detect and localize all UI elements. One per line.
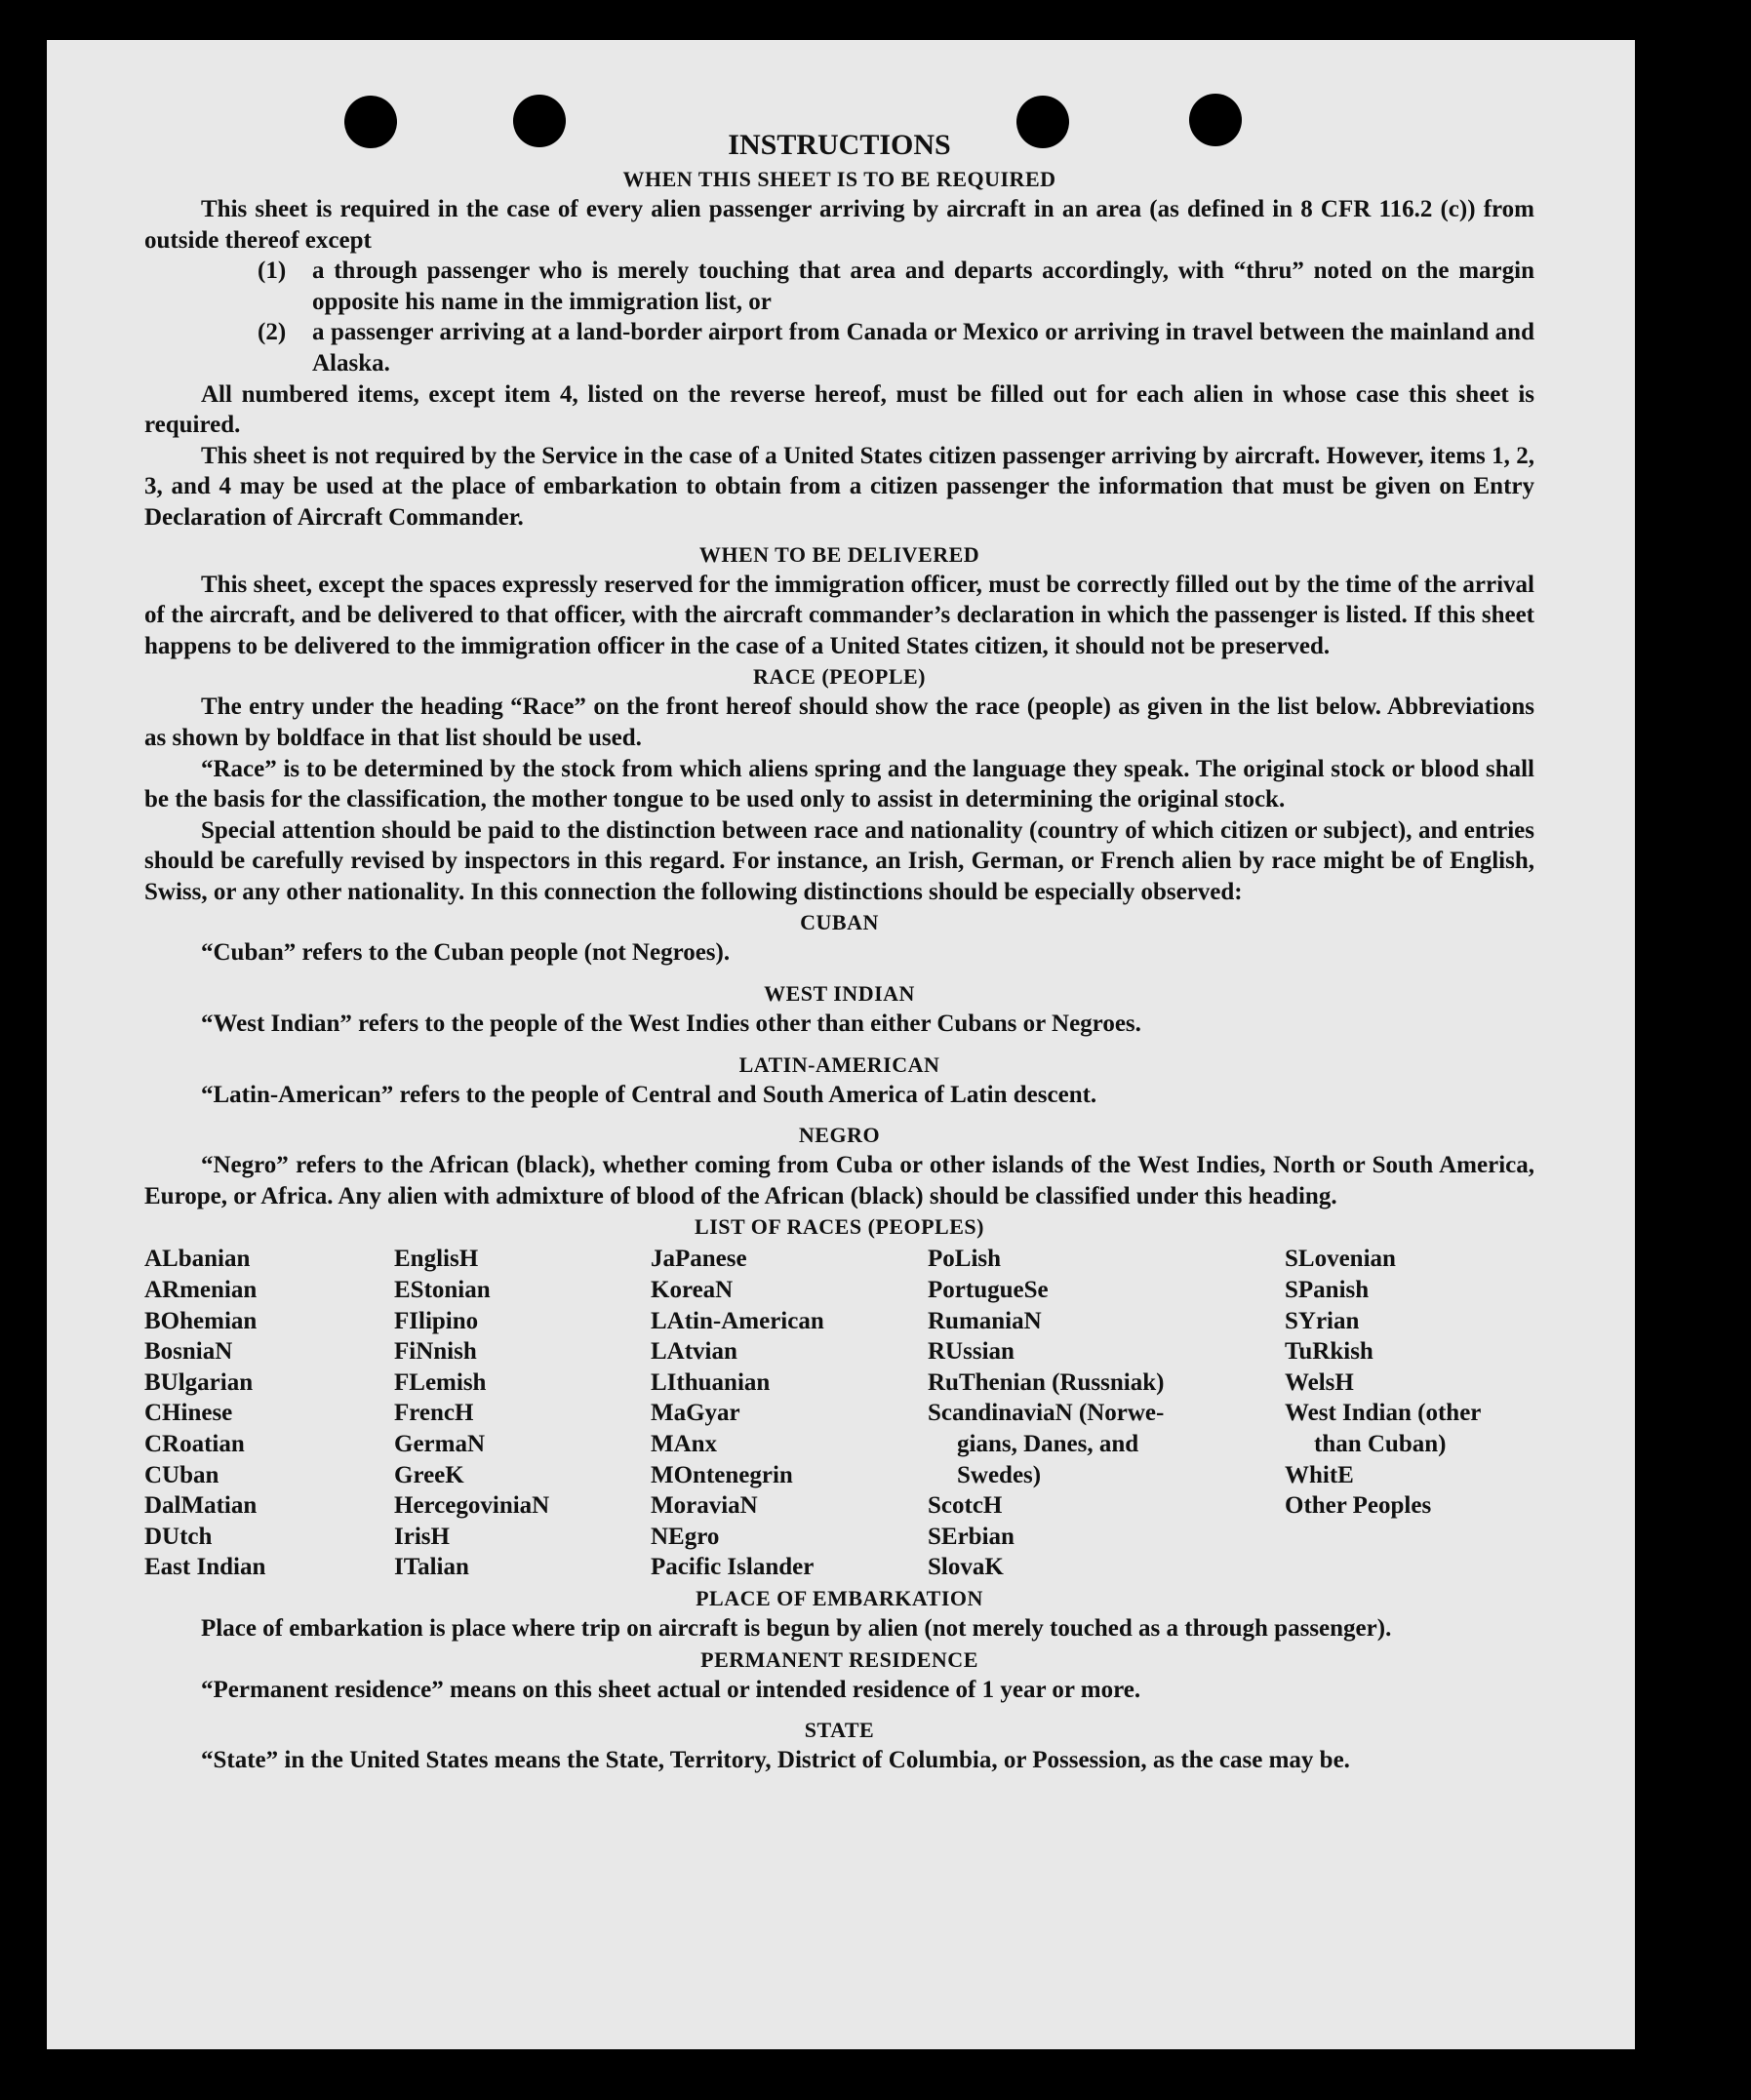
page-title: INSTRUCTIONS xyxy=(728,129,951,161)
race-item: PortugueSe xyxy=(928,1277,1049,1304)
race-item: HercegoviniaN xyxy=(394,1492,550,1520)
race-item: FLemish xyxy=(394,1368,487,1396)
paragraph: This sheet, except the spaces expressly reserved for the immigration officer, must be correctly filled out by the time of the arrival of the aircraft, and be delivered to that officer, with the aircraft commander’s declaration in which the passenger is listed. If this sheet happens to be delivered to the immigration officer in the case of a United States citizen, it should not be preserved. xyxy=(144,571,1534,659)
race-item: ITalian xyxy=(394,1554,469,1581)
paragraph: “State” in the United States means the State, Territory, District of Columbia, or Possession, as the case may be. xyxy=(201,1747,1350,1774)
race-item: ScandinaviaN (Norwe- xyxy=(928,1400,1165,1427)
race-item: DUtch xyxy=(144,1523,213,1550)
list-item xyxy=(144,317,1534,378)
section-heading: RACE (PEOPLE) xyxy=(753,664,926,690)
race-item: ScotcH xyxy=(928,1492,1003,1520)
item-number: (1) xyxy=(258,258,287,285)
race-item: EStonian xyxy=(394,1277,491,1304)
race-item: RuThenian (Russniak) xyxy=(928,1368,1165,1396)
race-item: IrisH xyxy=(394,1523,450,1550)
race-item: FIlipino xyxy=(394,1307,479,1334)
race-item: BUlgarian xyxy=(144,1368,254,1396)
race-item: MaGyar xyxy=(651,1400,740,1427)
race-item: SlovaK xyxy=(928,1554,1004,1581)
race-item: CRoatian xyxy=(144,1431,245,1457)
item-text: a through passenger who is merely touching that area and departs accordingly, with “thru” noted on the margin opposite his name in the immigration list, or xyxy=(312,258,1534,315)
race-item: RumaniaN xyxy=(928,1307,1042,1334)
section-heading: LATIN-AMERICAN xyxy=(738,1051,940,1077)
race-item: JaPanese xyxy=(651,1246,747,1273)
paragraph: All numbered items, except item 4, listed on the reverse hereof, must be filled out for each alien in whose case this sheet is required. xyxy=(144,380,1534,439)
race-item: ARmenian xyxy=(144,1277,258,1304)
race-item: Pacific Islander xyxy=(651,1554,815,1581)
section-heading: PLACE OF EMBARKATION xyxy=(696,1585,983,1610)
item-text: a passenger arriving at a land-border airport from Canada or Mexico or arriving in travel between the mainland and Alaska. xyxy=(312,319,1534,376)
instructions-body xyxy=(144,127,1534,1776)
race-item: CUban xyxy=(144,1461,219,1488)
paragraph: This sheet is not required by the Service in the case of a United States citizen passenger arriving by aircraft. However, items 1, 2, 3, and 4 may be used at the place of embarkation to obtain from a citizen passenger the information that must be given on Entry Declaration of Aircraft Commander. xyxy=(144,442,1534,531)
race-item: WhitE xyxy=(1285,1461,1354,1488)
section-heading: WHEN THIS SHEET IS TO BE REQUIRED xyxy=(622,167,1056,191)
race-item: MOntenegrin xyxy=(651,1461,793,1488)
race-item: SPanish xyxy=(1285,1277,1370,1304)
race-item: PoLish xyxy=(928,1246,1002,1273)
race-item: BosniaN xyxy=(144,1338,233,1366)
section-heading: WEST INDIAN xyxy=(764,981,915,1007)
race-item: LAtin-American xyxy=(651,1307,824,1334)
races-column xyxy=(928,1244,1285,1583)
race-item: TuRkish xyxy=(1285,1338,1373,1366)
race-item: gians, Danes, and xyxy=(957,1431,1139,1457)
race-item: FrencH xyxy=(394,1400,474,1427)
race-item: RUssian xyxy=(928,1338,1015,1366)
race-item: GreeK xyxy=(394,1461,464,1488)
race-item: GermaN xyxy=(394,1431,486,1457)
races-column xyxy=(651,1244,928,1583)
race-item: NEgro xyxy=(651,1523,720,1550)
paragraph: “Cuban” refers to the Cuban people (not Negroes). xyxy=(201,939,731,967)
race-item: East Indian xyxy=(144,1554,266,1581)
race-item: SYrian xyxy=(1285,1307,1360,1334)
paragraph: “Latin-American” refers to the people of Central and South America of Latin descent. xyxy=(201,1081,1097,1108)
race-item: Swedes) xyxy=(957,1461,1042,1488)
race-item: MAnx xyxy=(651,1431,718,1457)
race-item: KoreaN xyxy=(651,1277,734,1304)
paragraph: “West Indian” refers to the people of the West Indies other than either Cubans or Negroes. xyxy=(201,1010,1141,1038)
race-item: West Indian (other xyxy=(1285,1400,1482,1427)
race-item: DalMatian xyxy=(144,1492,258,1520)
races-column xyxy=(394,1244,651,1583)
paragraph: “Negro” refers to the African (black), whether coming from Cuba or other islands of the West Indies, North or South America, Europe, or Africa. Any alien with admixture of blood of the African (black) should be classified under this heading. xyxy=(144,1152,1534,1209)
race-item: BOhemian xyxy=(144,1307,258,1334)
section-heading: WHEN TO BE DELIVERED xyxy=(698,541,980,567)
race-item: MoraviaN xyxy=(651,1492,758,1520)
race-item: LIthuanian xyxy=(651,1368,771,1396)
races-column xyxy=(144,1244,394,1583)
race-item: CHinese xyxy=(144,1400,233,1427)
item-number: (2) xyxy=(258,319,287,346)
section-heading: NEGRO xyxy=(798,1123,881,1148)
section-heading: STATE xyxy=(804,1718,875,1743)
list-item xyxy=(144,256,1534,317)
race-item: than Cuban) xyxy=(1314,1431,1447,1457)
race-item: SLovenian xyxy=(1285,1246,1396,1273)
race-item: Other Peoples xyxy=(1285,1492,1432,1520)
race-item: EnglisH xyxy=(394,1246,479,1273)
section-heading: PERMANENT RESIDENCE xyxy=(700,1646,978,1672)
race-item: WelsH xyxy=(1285,1368,1354,1396)
paragraph: Special attention should be paid to the distinction between race and nationality (country of which citizen or subject), and entries should be carefully revised by inspectors in this regard. For instance, an Irish, German, or French alien by race might be of English, Swiss, or any other nationality. In this connection the following distinctions should be especially observed: xyxy=(144,816,1534,905)
paragraph: “Race” is to be determined by the stock from which aliens spring and the language they speak. The original stock or blood shall be the basis for the classification, the mother tongue to be used only to assist in determining the original stock. xyxy=(144,755,1534,813)
races-column xyxy=(1285,1244,1534,1583)
section-heading: LIST OF RACES (PEOPLES) xyxy=(695,1214,984,1240)
race-item: LAtvian xyxy=(651,1338,737,1366)
race-item: SErbian xyxy=(928,1523,1015,1550)
paragraph: This sheet is required in the case of every alien passenger arriving by aircraft in an area (as defined in 8 CFR 116.2 (c)) from outside thereof except xyxy=(144,196,1534,254)
race-item: ALbanian xyxy=(144,1246,251,1273)
paragraph: “Permanent residence” means on this sheet actual or intended residence of 1 year or more. xyxy=(201,1676,1141,1703)
race-item: FiNnish xyxy=(394,1338,477,1366)
paragraph: The entry under the heading “Race” on the front hereof should show the race (people) as given in the list below. Abbreviations as shown by boldface in that list should be used. xyxy=(144,693,1534,751)
races-list xyxy=(144,1244,1534,1583)
section-heading: CUBAN xyxy=(800,910,879,935)
paragraph: Place of embarkation is place where trip on aircraft is begun by alien (not merely touched as a through passenger). xyxy=(201,1614,1392,1642)
